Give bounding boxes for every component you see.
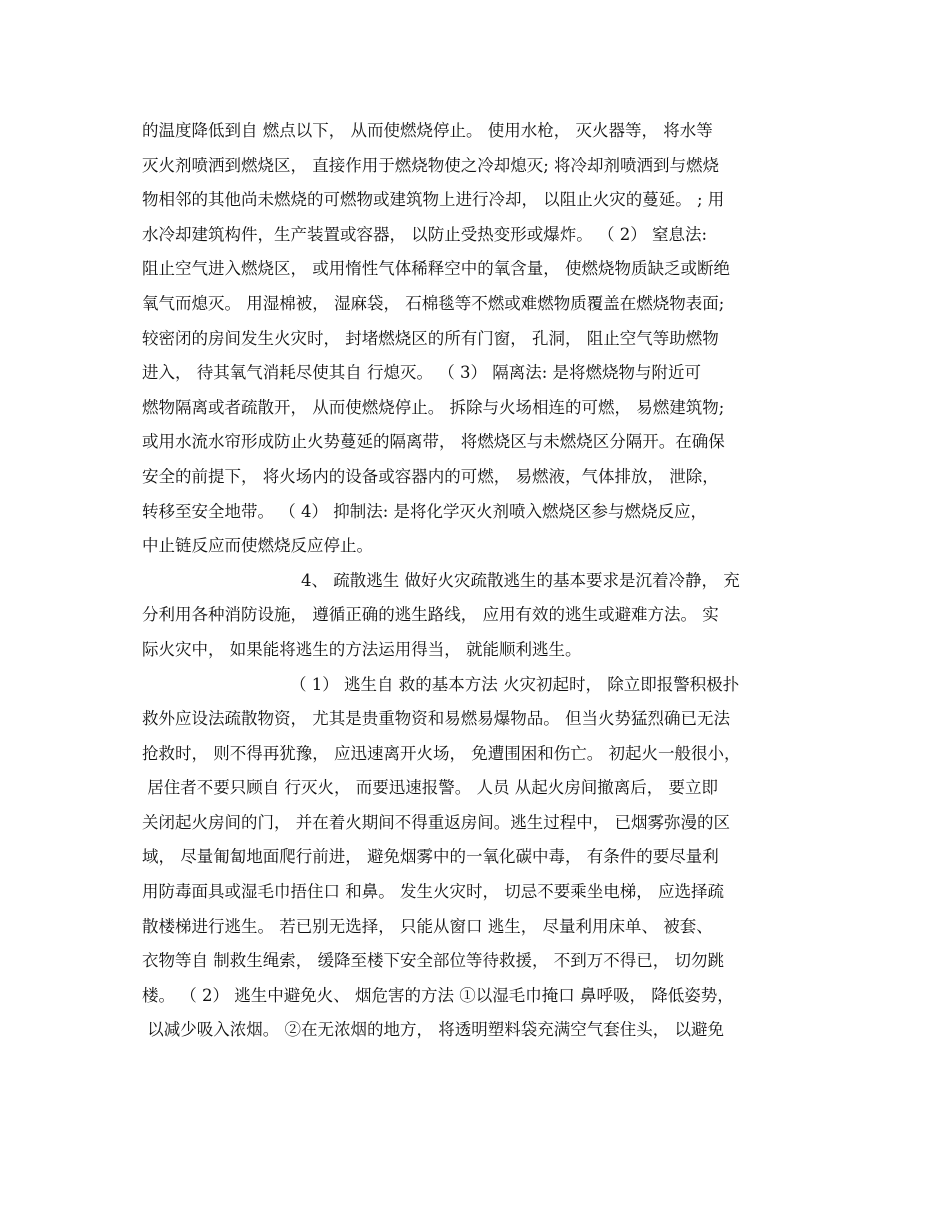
text-line: 转移至安全地带。 （ 4） 抑制法: 是将化学灭火剂喷入燃烧区参与燃烧反应， [142,501,708,521]
text-line: 际火灾中， 如果能将逃生的方法运用得当， 就能顺利逃生。 [142,639,582,659]
text-line: 灭火剂喷洒到燃烧区， 直接作用于燃烧物使之冷却熄灭; 将冷却剂喷洒到与燃烧 [142,155,720,175]
text-line: 域， 尽量匍匐地面爬行前进， 避免烟雾中的一氧化碳中毒， 有条件的要尽量利 [142,847,719,867]
text-line: 进入， 待其氧气消耗尽使其自 行熄灭。 （ 3） 隔离法: 是将燃烧物与附近可 [142,363,702,383]
text-line: 物相邻的其他尚未燃烧的可燃物或建筑物上进行冷却， 以阻止火灾的蔓延。 ; 用 [142,190,725,210]
text-line: 用防毒面具或湿毛巾捂住口 和鼻。 发生火灾时， 切忌不要乘坐电梯， 应选择疏 [142,882,724,902]
text-line: 氧气而熄灭。 用湿棉被， 湿麻袋， 石棉毯等不燃或难燃物质覆盖在燃烧物表面; [142,293,725,313]
text-line: 散楼梯进行逃生。 若已别无选择， 只能从窗口 逃生， 尽量利用床单、 被套、 [142,916,713,936]
text-line: 或用水流水帘形成防止火势蔓延的隔离带， 将燃烧区与未燃烧区分隔开。在确保 [142,432,725,452]
text-line: 衣物等自 制救生绳索， 缓降至楼下安全部位等待救援， 不到万不得已， 切勿跳 [142,951,724,971]
text-line: 分利用各种消防设施， 遵循正确的逃生路线， 应用有效的逃生或避难方法。 实 [142,605,719,625]
text-line: 的温度降低到自 燃点以下， 从而使燃烧停止。 使用水枪， 灭火器等， 将水等 [142,121,713,140]
text-line: 中止链反应而使燃烧反应停止。 [142,536,373,556]
text-line: 抢救时， 则不得再犹豫， 应迅速离开火场， 免遭围困和伤亡。 初起火一般很小， [142,743,741,763]
text-line: 居住者不要只顾自 行灭火， 而要迅速报警。 人员 从起火房间撤离后， 要立即 [142,778,718,798]
text-line: 关闭起火房间的门， 并在着火期间不得重返房间。逃生过程中， 已烟雾弥漫的区 [142,812,730,832]
text-line: 燃物隔离或者疏散开， 从而使燃烧停止。 拆除与火场相连的可燃， 易燃建筑物; [142,397,725,417]
text-line: 较密闭的房间发生火灾时， 封堵燃烧区的所有门窗， 孔洞， 阻止空气等助燃物 [142,328,719,348]
text-line: 安全的前提下， 将火场内的设备或容器内的可燃， 易燃液，气体排放， 泄除， [142,466,719,486]
subsection-heading-line: （ 1） 逃生自 救的基本方法 火灾初起时， 除立即报警积极扑 [290,674,740,694]
body-text [142,114,822,1048]
text-line: 阻止空气进入燃烧区， 或用惰性气体稀释空中的氧含量， 使燃烧物质缺乏或断绝 [142,259,730,279]
text-line: 楼。 （ 2） 逃生中避免火、 烟危害的方法 ①以湿毛巾掩口 鼻呼吸， 降低姿势， [142,985,734,1005]
section-heading-line: 4、 疏散逃生 做好火灾疏散逃生的基本要求是沉着冷静， 充 [301,570,740,590]
text-line: 以减少吸入浓烟。 ②在无浓烟的地方， 将透明塑料袋充满空气套住头， 以避免 [142,1020,724,1040]
text-line: 水冷却建筑构件，生产装置或容器， 以防止受热变形或爆炸。 （ 2） 窒息法: [142,224,708,244]
text-line: 救外应设法疏散物资， 尤其是贵重物资和易燃易爆物品。 但当火势猛烈确已无法 [142,709,730,729]
